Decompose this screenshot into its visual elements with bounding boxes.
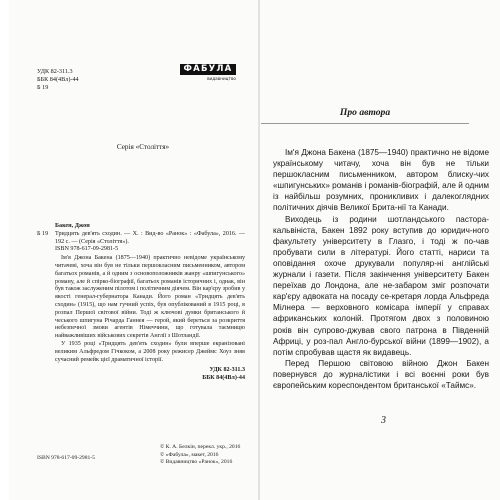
body-paragraph: Перед Першою світовою війною Джон Бакен повернувся до журналістики і всі воєнні роки був європейським кореспондентом британської «Таймс».	[273, 358, 489, 390]
isbn-number: ISBN 978-617-09-2981-5	[37, 455, 95, 461]
series-name: Серія «Століття»	[116, 143, 170, 151]
section-title: Про автора	[339, 107, 391, 118]
udk-block	[37, 68, 79, 92]
bbk-code: ББК 84(4Вл)-44	[37, 76, 79, 83]
author-mark: Б 19	[37, 84, 49, 91]
catalog-title-row	[37, 231, 245, 247]
book-spread	[9, 0, 500, 500]
publisher-logo	[180, 64, 236, 81]
logo-subtitle: видавництво	[207, 76, 236, 81]
copyright-block	[160, 444, 240, 467]
catalog-author: Бакен, Джон	[55, 223, 90, 229]
copyright-line: © Видавництво «Ранок», 2016	[160, 459, 233, 466]
page-gutter	[258, 0, 260, 500]
about-text	[273, 147, 489, 391]
catalog-isbn: ISBN 978-617-09-2981-5	[55, 246, 119, 253]
copyright-line: © «Фабула», макет, 2016	[160, 451, 219, 458]
page-number: 3	[381, 415, 386, 426]
logo-wordmark: ФАБУЛА	[180, 64, 236, 75]
right-page	[261, 0, 500, 500]
annotation-paragraph: У 1935 році «Тридцять дев'ять сходин» були вперше екранізовані великим Альфредом Гічкоком, а 2008 року режисер Джеймс Хоуз зняв сучасний ремейк цієї драматичної історії.	[55, 340, 245, 363]
catalog-title: Тридцять дев'ять сходин. — Х. : Вид-во «Ранок» : «Фабула», 2016. — 192 с. — (Серія «Століття»).	[55, 230, 245, 245]
catalog-udk-code: УДК 82-311.3	[209, 367, 245, 374]
copyright-line: © К. А. Белкін, перекл. укр., 2016	[160, 444, 241, 450]
catalog-bbk-code: ББК 84(4Вл)-44	[202, 374, 245, 381]
udk-code: УДК 82-311.3	[37, 68, 73, 75]
catalog-card	[37, 223, 245, 382]
body-paragraph: Виходець із родини шотландського пастора-кальвініста, Бакен 1892 року вступив до юридич-ного факультету університету в Глазго, і тоді ж по-чав пробувати сили в літературі. Його статті, нариси та оповідання охоче друкували популяр-ні англійські журнали і газети. Після закінчення університету Бакен переїхав до Лондона, але не-забаром зміг розпочати кар'єру адвоката на посаду се-кретаря лорда Альфреда Мілнера — верховного комісара імперії у справах африканських колоній. Протягом двох з половиною років він супрово-джував свого патрона в Південній Африці, у роз-пал Англо-бурської війни (1899—1902), а потім спробував щастя як видавець.	[273, 214, 489, 357]
catalog-annotation	[37, 255, 245, 364]
body-paragraph: Ім'я Джона Бакена (1875—1940) практично не відоме українському читачу, хоча він був не тільки першокласним письменником, автором блиску-чих «шпигунських» романів і романів-біографій, але й одним із найбільш розумних, проникливих і далекоглядних політичних діячів Великої Брита-нії та Канади.	[273, 148, 489, 213]
catalog-udk	[37, 367, 245, 381]
annotation-paragraph: Ім'я Джона Бакена (1875—1940) практично невідоме українському читачеві, хоча він був не тільки першокласним письменником, автором багатьох романів, а й одним з основоположників жанру «шпигунського» роману, але й спірко-біографії, багатьох романів історичних і, однак, він був також заслуженим пілотом і політичним діячем. Він кар'єру зробив у якості генерал-губернатора Канади. Його роман «Тридцять дев'ять сходин» (1915), що нам гучний успіх, був опублікований в 1915 році, в розпал Першої світової війни. Тоді ж ключові думки британського й чеського шпигуна Річарда Ганнея — герой, який береться за розкриття небезпечної змови агентів Німеччини, що готувала таємницю найважливіших військових секретів Англії з Шотландії.	[55, 255, 245, 340]
catalog-code: Б 19	[37, 230, 49, 237]
title-rule	[261, 123, 469, 124]
left-page	[29, 0, 257, 500]
